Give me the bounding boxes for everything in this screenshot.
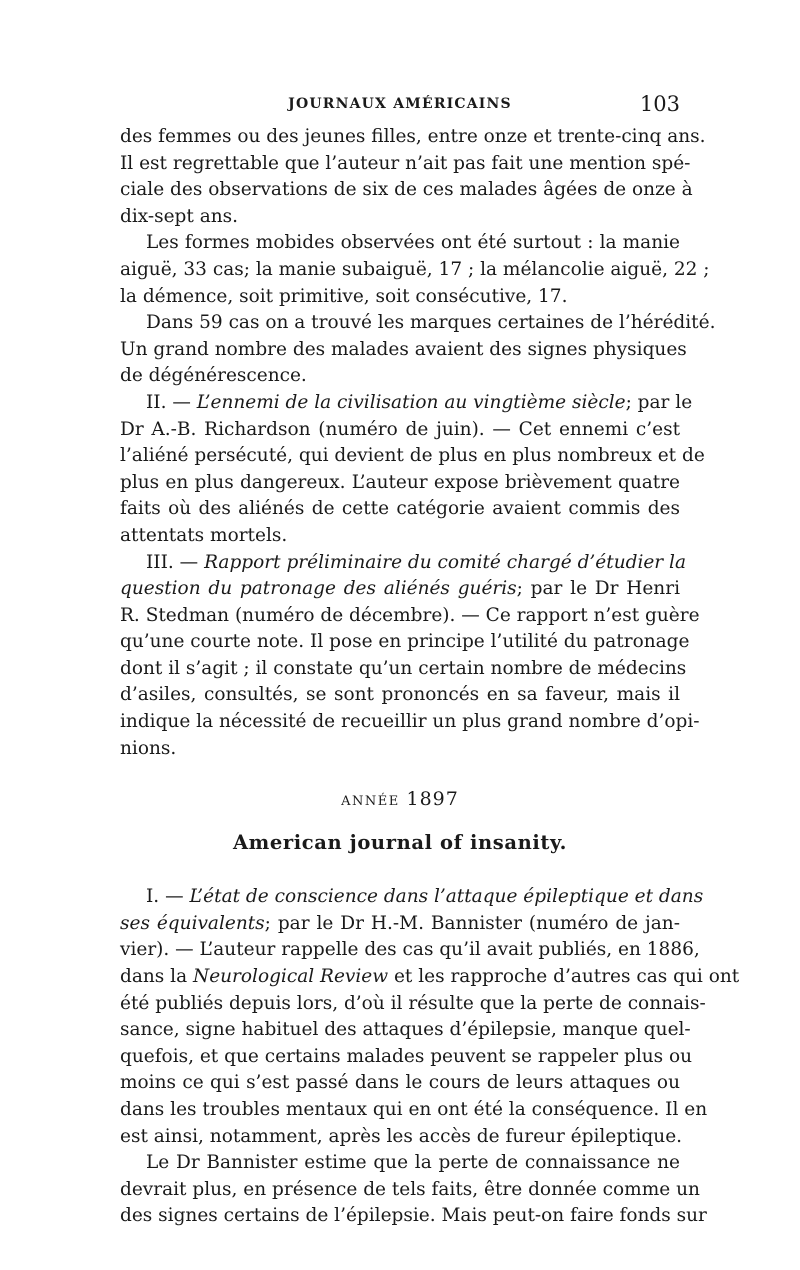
paragraph-morbid-forms bbox=[120, 230, 710, 310]
text-line: qu’une courte note. Il pose en principe l’utilité du patronage bbox=[120, 631, 690, 653]
text-line: l’aliéné persécuté, qui devient de plus en plus nombreux et de bbox=[120, 445, 705, 467]
text-line: dont il s’agit ; il constate qu’un certain nombre de médecins bbox=[120, 657, 687, 679]
paragraph-heredity bbox=[120, 310, 716, 390]
journal-title: American journal of insanity. bbox=[232, 831, 568, 855]
text-line: d’asiles, consultés, se sont prononcés en sa faveur, mais il bbox=[120, 684, 680, 706]
entry-number: III. — bbox=[146, 551, 205, 573]
entry-ii-richardson bbox=[120, 390, 705, 550]
entry-heading-line bbox=[120, 911, 680, 938]
paragraph-continuation bbox=[120, 124, 706, 230]
text-line: indique la nécessité de recueillir un plus grand nombre d’opi- bbox=[120, 711, 700, 733]
text-line bbox=[120, 964, 740, 991]
article-title: Rapport préliminaire du comité chargé d’étudier la bbox=[204, 551, 686, 573]
text-line: Dr A.-B. Richardson (numéro de juin). — Cet ennemi c’est bbox=[120, 418, 680, 440]
text-line: Dans 59 cas on a trouvé les marques certaines de l’hérédité. bbox=[146, 312, 716, 334]
text-fragment: ; par le Dr Henri bbox=[516, 578, 680, 600]
running-head bbox=[120, 92, 680, 120]
text-line: faits où des aliénés de cette catégorie avaient commis des bbox=[120, 498, 680, 520]
article-title-cont: ses équivalents bbox=[120, 912, 265, 934]
entry-heading-line bbox=[120, 576, 680, 603]
text-line: des femmes ou des jeunes filles, entre onze et trente-cinq ans. bbox=[120, 126, 706, 147]
text-line: la démence, soit primitive, soit consécutive, 17. bbox=[120, 285, 568, 307]
text-line: R. Stedman (numéro de décembre). — Ce rapport n’est guère bbox=[120, 604, 700, 626]
year-label: ANNÉE bbox=[341, 794, 400, 810]
article-title: L’état de conscience dans l’attaque épileptique et dans bbox=[189, 886, 704, 908]
paragraph-bannister-conclusion bbox=[120, 1150, 707, 1230]
text-line: quefois, et que certains malades peuvent se rappeler plus ou bbox=[120, 1045, 693, 1067]
entry-heading-line bbox=[120, 884, 704, 911]
text-line: nions. bbox=[120, 737, 177, 759]
entry-heading-line bbox=[120, 390, 693, 417]
text-line: Un grand nombre des malades avaient des signes physiques bbox=[120, 338, 687, 360]
journal-citation: Neurological Review bbox=[193, 966, 389, 988]
text-line: Les formes mobides observées ont été surtout : la manie bbox=[146, 232, 680, 254]
text-line: Il est regrettable que l’auteur n’ait pas fait une mention spé- bbox=[120, 152, 691, 174]
year-heading bbox=[120, 784, 680, 814]
article-title-cont: question du patronage des aliénés guéris bbox=[120, 578, 517, 600]
text-fragment: ; par le bbox=[625, 391, 693, 413]
text-line: devrait plus, en présence de tels faits, être donnée comme un bbox=[120, 1178, 700, 1200]
text-fragment: dans la bbox=[120, 966, 193, 988]
text-line: Le Dr Bannister estime que la perte de connaissance ne bbox=[146, 1152, 680, 1174]
entry-iii-stedman bbox=[120, 550, 700, 763]
text-line: été publiés depuis lors, d’où il résulte que la perte de connais- bbox=[120, 992, 706, 1014]
text-line: des signes certains de l’épilepsie. Mais peut-on faire fonds sur bbox=[120, 1205, 707, 1227]
year-value: 1897 bbox=[406, 788, 459, 811]
body-text bbox=[120, 124, 740, 1230]
text-line: aiguë, 33 cas; la manie subaiguë, 17 ; la mélancolie aiguë, 22 ; bbox=[120, 258, 710, 280]
text-line: attentats mortels. bbox=[120, 524, 288, 546]
text-fragment: et les rapproche d’autres cas qui ont bbox=[388, 966, 740, 988]
text-line: de dégénérescence. bbox=[120, 365, 307, 387]
text-line: dix-sept ans. bbox=[120, 205, 239, 227]
text-line: ciale des observations de six de ces malades âgées de onze à bbox=[120, 179, 693, 201]
text-line: vier). — L’auteur rappelle des cas qu’il avait publiés, en 1886, bbox=[120, 939, 700, 961]
running-title: JOURNAUX AMÉRICAINS bbox=[288, 96, 512, 112]
text-line: sance, signe habituel des attaques d’épilepsie, manque quel- bbox=[120, 1019, 691, 1041]
entry-i-bannister bbox=[120, 884, 740, 1150]
text-line: dans les troubles mentaux qui en ont été la conséquence. Il en bbox=[120, 1099, 708, 1120]
text-line: moins ce qui s’est passé dans le cours de leurs attaques ou bbox=[120, 1072, 680, 1094]
page-number: 103 bbox=[639, 92, 680, 116]
text-line: est ainsi, notamment, après les accès de fureur épileptique. bbox=[120, 1125, 683, 1147]
entry-number: I. — bbox=[146, 886, 190, 908]
text-fragment: ; par le Dr H.-M. Bannister (numéro de jan- bbox=[264, 912, 680, 934]
article-title: L’ennemi de la civilisation au vingtième siècle bbox=[196, 391, 626, 413]
text-line: plus en plus dangereux. L’auteur expose brièvement quatre bbox=[120, 471, 680, 493]
entry-number: II. — bbox=[146, 391, 197, 413]
entry-heading-line bbox=[120, 550, 686, 577]
